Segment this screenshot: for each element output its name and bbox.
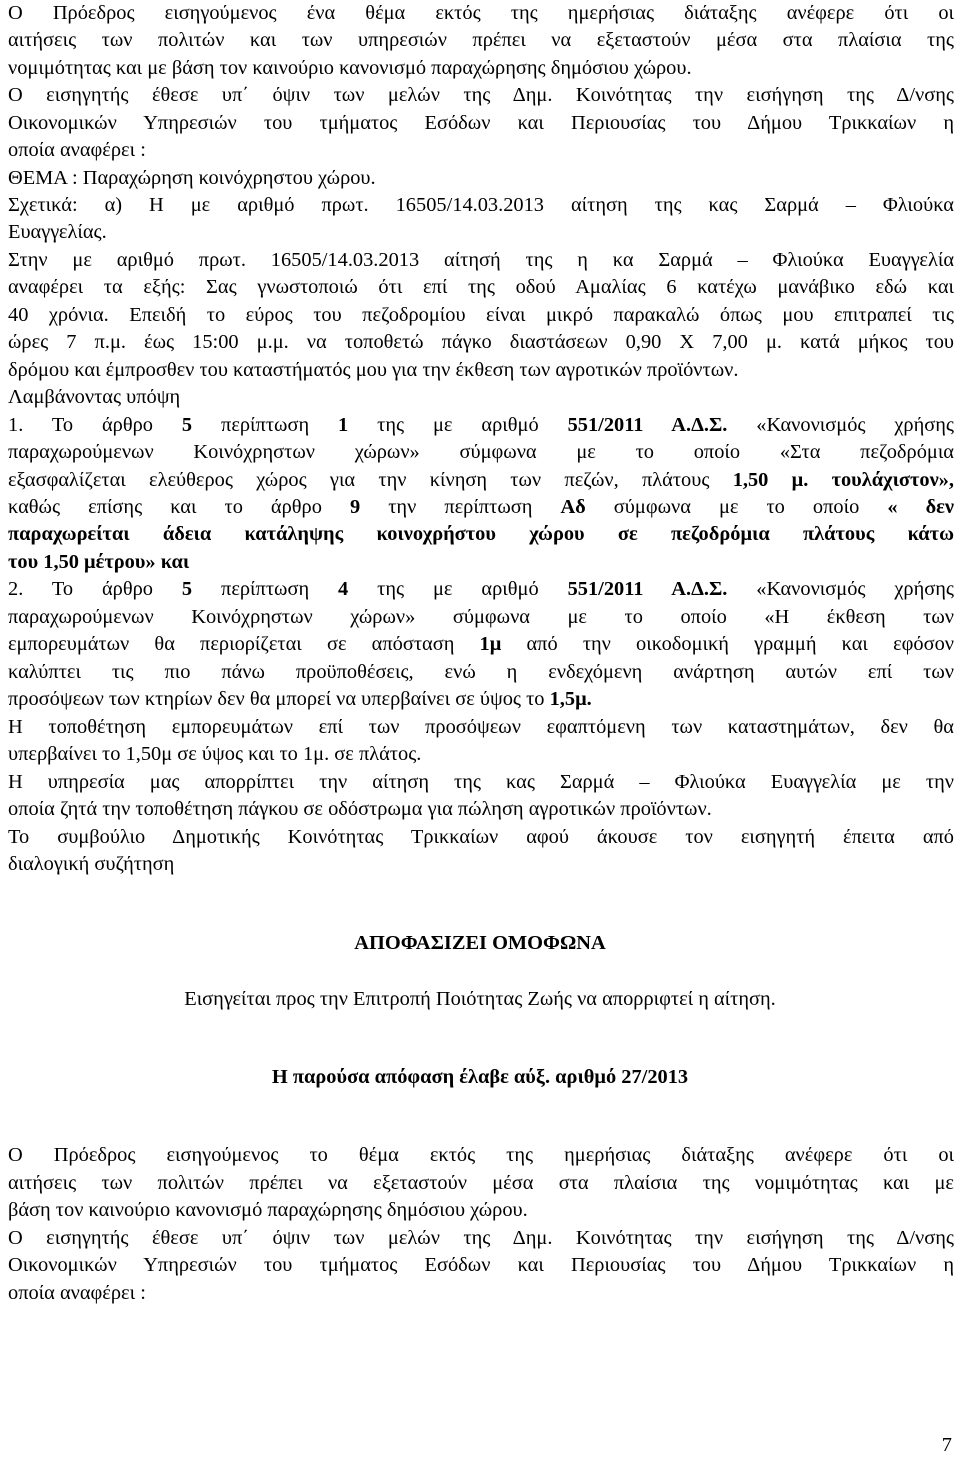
text-line: υπερβαίνει το 1,50μ σε ύψος και το 1μ. σε πλάτος. [8,743,422,765]
text-line: δρόμου και έμπροσθεν του καταστήματός μου για την έκθεση των αγροτικών προϊόντων. [8,359,739,381]
item1-line: εξασφαλίζεται ελεύθερος χώρος για την κίνηση των πεζών, πλάτους 1,50 μ. τουλάχιστον», [8,469,954,491]
text-line: Ο Πρόεδρος εισηγούμενος το θέμα εκτός της ημερήσιας διάταξης ανέφερε ότι οι [8,1144,954,1166]
text-line: Ο εισηγητής έθεσε υπ΄ όψιν των μελών της Δημ. Κοινότητας την εισήγηση της Δ/νσης [8,1227,954,1249]
item1-line: καθώς επίσης και το άρθρο 9 την περίπτωση Αδ σύμφωνα με το οποίο « δεν [8,496,954,518]
text-line: Η τοποθέτηση εμπορευμάτων επί των προσόψεων εφαπτόμενη των καταστημάτων, δεν θα [8,716,954,738]
text-line: Σχετικά: α) Η με αριθμό πρωτ. 16505/14.03.2013 αίτηση της κας Σαρμά – Φλιούκα [8,194,954,216]
text-line: Το συμβούλιο Δημοτικής Κοινότητας Τρικκαίων αφού άκουσε τον εισηγητή έπειτα από [8,826,954,848]
item1-line: 1. Το άρθρο 5 περίπτωση 1 της με αριθμό 551/2011 Α.Δ.Σ. «Κανονισμός χρήσης [8,414,954,436]
text-line: διαλογική συζήτηση [8,853,175,875]
item2-line: 2. Το άρθρο 5 περίπτωση 4 της με αριθμό 551/2011 Α.Δ.Σ. «Κανονισμός χρήσης [8,578,954,600]
text-line: Ο εισηγητής έθεσε υπ΄ όψιν των μελών της Δημ. Κοινότητας την εισήγηση της Δ/νσης [8,84,954,106]
page-number: 7 [941,1434,952,1456]
item2-line: εμπορευμάτων θα περιορίζεται σε απόσταση 1μ από την οικοδομική γραμμή και εφόσον [8,633,955,655]
text-line: νομιμότητας και με βάση τον καινούριο κανονισμό παραχώρησης δημόσιου χώρου. [8,57,692,79]
text-line: οποία αναφέρει : [8,139,146,161]
item2-line: παραχωρούμενων Κοινόχρηστων χώρων» σύμφωνα με το οποίο «Η έκθεση των [8,606,954,628]
text-line: Ο Πρόεδρος εισηγούμενος ένα θέμα εκτός της ημερήσιας διάταξης ανέφερε ότι οι [8,2,954,24]
decision-heading: ΑΠΟΦΑΣΙΖΕΙ ΟΜΟΦΩΝΑ [354,932,606,954]
text-line: ώρες 7 π.μ. έως 15:00 μ.μ. να τοποθετώ πάγκο διαστάσεων 0,90 Χ 7,00 μ. κατά μήκος του [8,331,954,353]
text-line: Λαμβάνοντας υπόψη [8,386,181,408]
text-line: 40 χρόνια. Επειδή το εύρος του πεζοδρομίου είναι μικρό παρακαλώ όπως μου επιτραπεί τις [8,304,954,326]
text-line: οποία ζητά την τοποθέτηση πάγκου σε οδόστρωμα για πώληση αγροτικών προϊόντων. [8,798,712,820]
text-line: Οικονομικών Υπηρεσιών του τμήματος Εσόδων και Περιουσίας του Δήμου Τρικκαίων η [8,112,954,134]
item1-line: παραχωρείται άδεια κατάληψης κοινοχρήστου χώρου σε πεζοδρόμια πλάτους κάτω [8,523,954,545]
text-line: αιτήσεις των πολιτών και των υπηρεσιών πρέπει να εξεταστούν μέσα στα πλαίσια της [8,29,954,51]
subject-line: ΘΕΜΑ : Παραχώρηση κοινόχρηστου χώρου. [8,167,376,189]
text-line: αιτήσεις των πολιτών πρέπει να εξεταστούν μέσα στα πλαίσια της νομιμότητας και με [8,1172,954,1194]
item1-line: του 1,50 μέτρου» και [8,551,190,573]
decision-number: Η παρούσα απόφαση έλαβε αύξ. αριθμό 27/2013 [271,1066,689,1088]
item2-line: καλύπτει τις πιο πάνω προϋποθέσεις, ενώ η ενδεχόμενη ανάρτηση αυτών επί των [8,661,954,683]
item1-line: παραχωρούμενων Κοινόχρηστων χώρων» σύμφωνα με το οποίο «Στα πεζοδρόμια [8,441,954,463]
text-line: Ευαγγελίας. [8,221,107,243]
text-line: βάση τον καινούριο κανονισμό παραχώρησης δημόσιου χώρου. [8,1199,528,1221]
decision-text: Εισηγείται προς την Επιτροπή Ποιότητας Ζωής να απορριφτεί η αίτηση. [184,988,776,1010]
text-line: αναφέρει τα εξής: Σας γνωστοποιώ ότι επί της οδού Αμαλίας 6 κατέχω μανάβικο εδώ και [8,276,954,298]
item2-line: προσόψεων των κτηρίων δεν θα μπορεί να υπερβαίνει σε ύψος το 1,5μ. [8,688,592,710]
text-line: οποία αναφέρει : [8,1282,146,1304]
text-line: Οικονομικών Υπηρεσιών του τμήματος Εσόδων και Περιουσίας του Δήμου Τρικκαίων η [8,1254,954,1276]
text-line: Στην με αριθμό πρωτ. 16505/14.03.2013 αίτησή της η κα Σαρμά – Φλιούκα Ευαγγελία [8,249,954,271]
text-line: Η υπηρεσία μας απορρίπτει την αίτηση της κας Σαρμά – Φλιούκα Ευαγγελία με την [8,771,954,793]
